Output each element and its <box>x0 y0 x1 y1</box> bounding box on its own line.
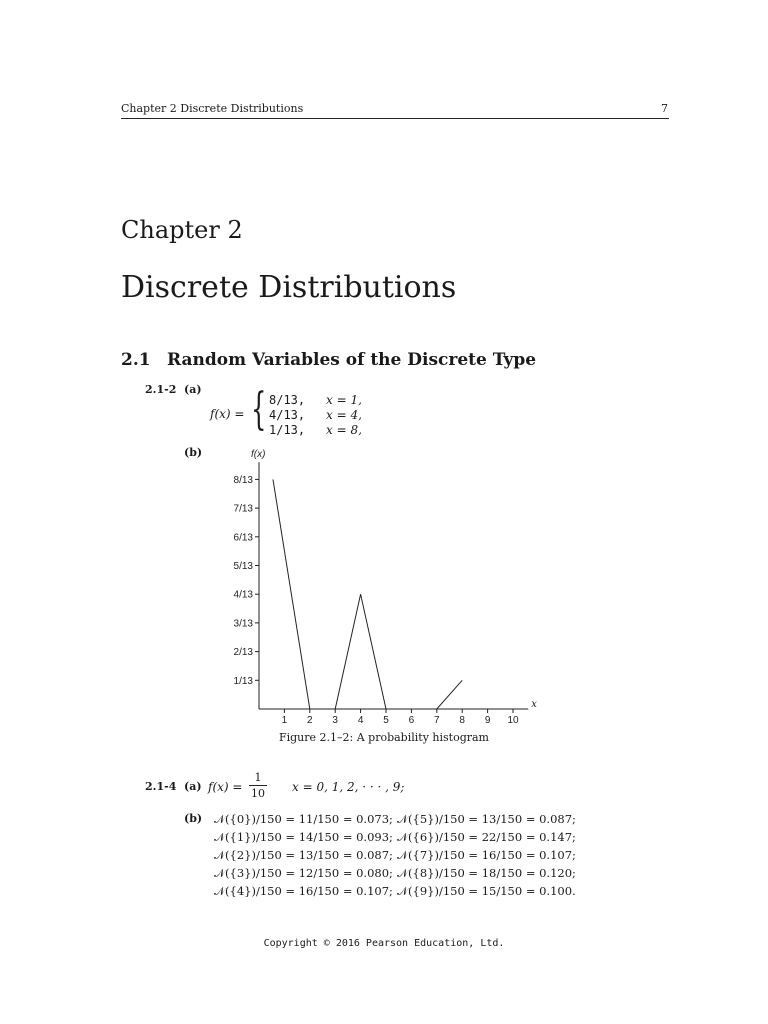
chapter-label: Chapter 2 <box>121 216 243 244</box>
y-tick-label: 8/13 <box>233 474 253 486</box>
fraction-bar <box>249 785 267 786</box>
frequency-entry: 𝒩({3})/150 = 12/150 = 0.080; <box>214 866 393 880</box>
frequency-entry: 𝒩({8})/150 = 18/150 = 0.120; <box>397 866 576 880</box>
x-tick-label: 5 <box>383 715 389 726</box>
section-number: 2.1 <box>121 350 151 370</box>
frequency-entry: 𝒩({1})/150 = 14/150 = 0.093; <box>214 830 393 844</box>
y-tick-label: 4/13 <box>233 589 253 601</box>
part-b-label: (b) <box>184 812 203 825</box>
series-line <box>273 479 462 709</box>
x-tick-label: 10 <box>507 715 519 726</box>
y-tick-label: 6/13 <box>233 532 253 544</box>
frequency-entry: 𝒩({7})/150 = 16/150 = 0.107; <box>397 848 576 862</box>
frequency-entry: 𝒩({2})/150 = 13/150 = 0.087; <box>214 848 393 862</box>
y-tick-label: 1/13 <box>233 675 253 687</box>
copyright-footer: Copyright © 2016 Pearson Education, Ltd. <box>263 938 505 949</box>
y-axis-label: f(x) <box>251 449 266 460</box>
case-condition: x = 8, <box>326 423 362 437</box>
figure-caption: Figure 2.1–2: A probability histogram <box>278 731 489 744</box>
y-tick-label: 7/13 <box>233 503 253 515</box>
part-a-label: (a) <box>184 383 202 396</box>
running-header-title: Chapter 2 Discrete Distributions <box>121 102 304 115</box>
section-heading <box>121 350 536 370</box>
x-tick-label: 1 <box>281 715 288 726</box>
support-condition: x = 0, 1, 2, · · · , 9; <box>292 780 405 794</box>
case-value: 8/13, <box>269 393 306 407</box>
y-tick-label: 3/13 <box>233 618 253 630</box>
frequency-entry: 𝒩({0})/150 = 11/150 = 0.073; <box>214 812 393 826</box>
y-tick-label: 2/13 <box>233 647 253 659</box>
cases-brace: { <box>251 384 267 435</box>
x-tick-label: 8 <box>459 715 465 726</box>
x-tick-label: 2 <box>307 715 313 726</box>
probability-histogram-chart <box>222 445 552 730</box>
frequency-entry: 𝒩({9})/150 = 15/150 = 0.100. <box>397 884 576 898</box>
x-tick-label: 4 <box>357 715 364 726</box>
frequency-entry: 𝒩({6})/150 = 22/150 = 0.147; <box>397 830 576 844</box>
header-rule <box>121 118 669 119</box>
chapter-title: Discrete Distributions <box>121 270 457 305</box>
exercise-id: 2.1-4 <box>145 780 177 793</box>
case-condition: x = 4, <box>326 408 362 422</box>
fraction-numerator: 1 <box>254 771 262 784</box>
x-tick-label: 3 <box>332 715 338 726</box>
x-tick-label: 9 <box>484 715 491 726</box>
fraction-denominator: 10 <box>251 787 265 800</box>
x-axis-label: x <box>531 699 537 710</box>
frequency-entry: 𝒩({4})/150 = 16/150 = 0.107; <box>214 884 393 898</box>
exercise-id: 2.1-2 <box>145 383 177 396</box>
y-tick-label: 5/13 <box>233 561 253 572</box>
case-value: 4/13, <box>269 408 306 422</box>
page-number: 7 <box>661 102 668 115</box>
part-b-label: (b) <box>184 446 203 459</box>
pmf-lhs: f(x) = <box>210 407 245 421</box>
case-value: 1/13, <box>269 423 306 437</box>
section-title: Random Variables of the Discrete Type <box>167 350 537 370</box>
x-tick-label: 6 <box>408 715 415 726</box>
fraction <box>249 771 267 800</box>
part-a-label: (a) <box>184 780 202 793</box>
x-tick-label: 7 <box>434 715 440 726</box>
frequency-entry: 𝒩({5})/150 = 13/150 = 0.087; <box>397 812 576 826</box>
pmf-lhs: f(x) = <box>208 780 243 794</box>
case-condition: x = 1, <box>326 393 362 407</box>
